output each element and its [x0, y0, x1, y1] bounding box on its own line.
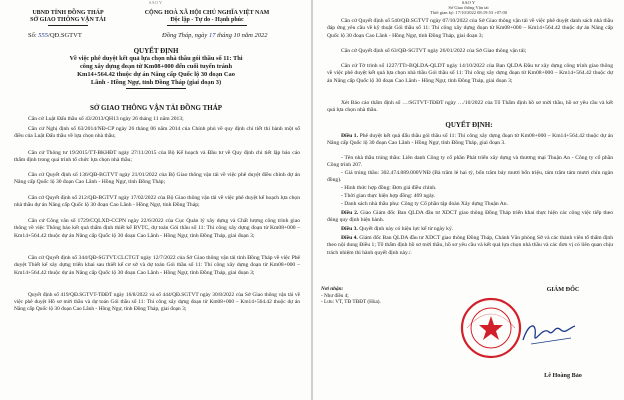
article-4: [327, 235, 613, 257]
legal-basis-2: Căn cứ Nghị định số 63/2014/NĐ-CP ngày 26 tháng 06 năm 2014 của Chính phủ về quy định chi tiết thi hành một số điều của Luật Đấu thầu về lựa chọn nhà thầu;: [14, 126, 300, 140]
page-left: [0, 0, 311, 400]
legal-basis-5: Căn cứ Quyết định số 212/QĐ-BGTVT ngày 17/02/2022 của Bộ Giao thông vận tải về việc phê duyệt kế hoạch lựa chọn nhà thầu dự án Nâng cấp Quốc lộ 30 đoạn Cao Lãnh - Hồng Ngự, tỉnh Đồng Tháp;: [14, 195, 300, 209]
decision-subject-line4: Lãnh - Hồng Ngự, tỉnh Đồng Tháp (giai đoạn 3): [90, 79, 222, 86]
issuer-header: [18, 10, 118, 26]
article-1-winner: - Tên nhà thầu trúng thầu: Liên danh Công ty cổ phần Phát triển xây dựng và thương mại Thuận An - Công ty cổ phần Công trình 207.: [327, 155, 613, 169]
issuer-province: UBND TỈNH ĐỒNG THÁP: [32, 10, 104, 16]
decision-subject-line3: Km14+564.42 thuộc dự án Nâng cấp Quốc lộ 30 đoạn Cao: [77, 71, 235, 78]
legal-basis-7: Căn cứ Quyết định số 344/QĐ-SGTVT.CLCTGT ngày 12/7/2022 của Sở Giao thông vận tải tỉnh Đồng Tháp về việc Phê duyệt Thiết kế xây dựng triển khai sau thiết kế cơ sở và dự toán Gói thầu số 11: Thi công xây dựng đoạn từ Km08+000 – Km14+564.42 thuộc dự án Nâng cấp Quốc lộ 30 đoạn Cao Lãnh - Hồng Ngự, tỉnh Đồng Tháp, giai đoạn 3;: [14, 255, 300, 276]
article-1-head: Điều 1.: [341, 133, 358, 139]
article-2-head: Điều 2.: [341, 210, 359, 216]
recipients-block: [321, 286, 381, 306]
article-1-contract-type: - Hình thức hợp đồng: Đơn giá điều chỉnh.: [341, 185, 437, 191]
national-slogan: Độc lập - Tự do - Hạnh phúc: [170, 17, 244, 23]
copy-stamp-line1: SAO Y: [148, 0, 163, 5]
national-underline: [167, 25, 247, 26]
recipients-head: Nơi nhận:: [321, 286, 344, 292]
place-date: [162, 32, 267, 39]
legal-basis-4: Căn cứ Quyết định số 136/QĐ-BGTVT ngày 21/01/2022 của Bộ Giao thông vận tải về việc phê duyệt điều chỉnh dự án Nâng cấp Quốc lộ 30 đoạn Cao Lãnh - Hồng Ngự, tỉnh Đồng Tháp;: [14, 172, 300, 186]
ruling-heading: QUYẾT ĐỊNH:: [445, 121, 493, 129]
legal-basis-1: Căn cứ Luật Đấu thầu số 43/2013/QH13 ngày 26 tháng 11 năm 2013;: [28, 116, 184, 122]
recipients-line2: - Lưu: VT, TĐ TĐĐT (Hùa).: [321, 299, 381, 306]
legal-basis-11: Căn cứ Tờ trình số 1227/TTr-BQLDA-QLDT ngày 14/10/2022 của Ban QLDA Đầu tư xây dựng công trình giao thông về việc phê duyệt kết quả lựa chọn nhà thầu Gói thầu số 11: Thi công xây dựng đoạn từ Km08+000 – Km14+564.42 thuộc dự án Nâng cấp Quốc lộ 30 đoạn Cao Lãnh - Hồng Ngự, tỉnh Đồng Tháp, giai đoạn 3;: [327, 63, 613, 84]
article-2: [327, 210, 613, 225]
article-2-text: Giao Giám đốc Ban QLDA đầu tư XDCT giao thông Đồng Tháp triển khai thực hiện các công việc tiếp theo đúng quy định hiện hành.: [327, 210, 614, 224]
article-1-price: - Giá trúng thầu: 302.474.889.000VNĐ (Bà trăm lẻ hai tỷ, bốn trăm bảy mươi bốn triệu, tám trăm tám mươi chín ngàn đồng).: [327, 170, 613, 184]
legal-basis-6: Căn cứ Công văn số 1729/CQLXD-CCPN ngày 22/6/2022 của Cục Quản lý xây dựng và Chất lượng công trình giao thông về việc Thông báo kết quả thẩm định thiết kế BVTC, dự toán Gói thầu số 11: Thi công xây dựng đoạn từ Km08+000 – Km14+564.42 thuộc dự án Nâng cấp Quốc lộ 30 đoạn Cao Lãnh - Hồng Ngự, tỉnh Đồng Tháp, giai đoạn 3;: [14, 218, 300, 239]
legal-basis-8: Quyết định số 419/QĐ.SGTVT-TĐĐT ngày 16/8/2022 và số 444/QĐ.SGTVT ngày 30/8/2022 của Sở Giao thông vận tải về việc phê duyệt Hồ sơ mời thầu và dự toán Gói thầu số 11: Thi công xây dựng đoạn từ Km08+000 – Km14+564.42 thuộc dự án Nâng cấp Quốc lộ 30 đoạn Cao Lãnh - Hồng Ngự, tỉnh Đồng Tháp, giai đoạn 3;: [14, 292, 300, 312]
page-right: [313, 0, 624, 400]
national-header: [122, 10, 292, 26]
legal-basis-3: Căn cứ Thông tư 19/2015/TT-BKHĐT ngày 27/11/2015 của Bộ Kế hoạch và Đầu tư về Quy định chi tiết lập báo cáo thẩm định trong quá trình tổ chức lựa chọn nhà thầu;: [14, 150, 300, 164]
place-date-suffix: tháng 10 năm 2022: [217, 32, 268, 39]
decision-subject-line1: Về việc phê duyệt kết quả lựa chọn nhà thầu gói thầu số 11: Thi: [69, 55, 243, 62]
decision-heading: QUYẾT ĐỊNH: [133, 47, 179, 55]
copy-stamp: [0, 0, 311, 5]
article-1-duration: - Thời gian thực hiện hợp đồng: 469 ngày.: [341, 193, 436, 199]
doc-number-suffix: /QĐ.SGTVT: [48, 32, 82, 39]
handwritten-signature-icon: [519, 318, 579, 348]
issuing-authority: SỞ GIAO THÔNG VẬN TẢI ĐỒNG THÁP: [89, 104, 223, 112]
doc-number-prefix: Số:: [28, 32, 37, 39]
recipients-line1: - Như điều 4;: [321, 292, 349, 299]
legal-basis-9: Căn cứ Quyết định số 540/QĐ.SGTVT ngày 07/10/2022 của Sở Giao thông vận tải về việc phê duyệt danh sách nhà thầu đáp ứng yêu cầu về kỹ thuật Gói thầu số 11: Thi công xây dựng đoạn từ Km08+000 – Km14+564.42 thuộc dự án Nâng cấp Quốc lộ 30 đoạn Cao Lãnh - Hồng Ngự, tỉnh Đồng Tháp, giai đoạn 3;: [327, 18, 613, 39]
digital-signature-stamp: [313, 0, 624, 15]
place-date-day: 17: [208, 32, 216, 39]
article-3-head: Điều 3.: [341, 226, 358, 232]
place-date-prefix: Đồng Tháp, ngày: [162, 32, 208, 39]
article-1-subcontractor: - Danh sách nhà thầu phụ: Công ty Cổ phần tập đoàn Xây dựng Thuận An.: [341, 201, 508, 207]
article-1-text: Phê duyệt kết quả đấu thầu gói thầu số 11: Thi công xây dựng đoạn từ Km08+000 – Km14+564.42 thuộc dự án Nâng cấp Quốc lộ 30 đoạn Cao Lãnh - Hồng Ngự, tỉnh Đồng Tháp, giai đoạn 3.: [327, 133, 613, 147]
national-motto: CỘNG HOÀ XÃ HỘI CHỦ NGHĨA VIỆT NAM: [144, 10, 270, 16]
decision-title: [26, 47, 286, 89]
stamp-line3: Thời gian ký: 17/10/2022 08:19:53 +07:00: [429, 10, 508, 15]
official-seal-icon: [459, 296, 523, 360]
issuer-department: SỞ GIAO THÔNG VẬN TẢI: [30, 17, 106, 23]
signer-title: GIÁM ĐỐC: [546, 286, 580, 293]
legal-basis-12: Xét Báo cáo thẩm định số …/SGTVT-TĐĐT ngày …/10/2022 của Tổ Thẩm định hồ sơ mời thầu, hồ sơ yêu cầu và kết quả lựa chọn nhà thầu.: [327, 100, 613, 114]
stamp-line1: SAO Y: [461, 0, 476, 5]
title-underline: [126, 88, 186, 89]
doc-number-handwritten: 555: [38, 32, 49, 39]
article-4-text: Giám đốc Ban QLDA đầu tư XDCT giao thông Đồng Tháp, Chánh Văn phòng Sở và các thành viên tổ thẩm định theo nội dung Điều 1; Tổ thẩm định hồ sơ mời thầu, hồ sơ yêu cầu và kết quả lựa chọn nhà thầu và các đơn vị có liên quan chịu trách nhiệm thi hành quyết định này./.: [327, 235, 613, 256]
legal-basis-10: Căn cứ Quyết định số 63/QĐ-SGTVT ngày 26/01/2022 của Sở Giao thông vận tải;: [341, 48, 527, 54]
article-3-text: Quyết định này có hiệu lực kể từ ngày ký.: [359, 226, 454, 232]
document-number: [28, 32, 82, 39]
signature-underline: [531, 338, 571, 344]
seal-star: [479, 316, 503, 340]
article-3: [327, 226, 613, 233]
stamp-line2: Sở Giao thông Vận tải: [448, 5, 489, 10]
issuer-underline: [48, 25, 88, 26]
decision-subject-line2: công xây dựng đoạn từ Km08+000 đến cuối tuyến tránh: [79, 63, 233, 70]
article-4-head: Điều 4.: [341, 235, 358, 241]
article-1: [327, 133, 613, 148]
signature-stroke: [523, 326, 575, 340]
signer-name: Lê Hoàng Bảo: [544, 372, 582, 379]
